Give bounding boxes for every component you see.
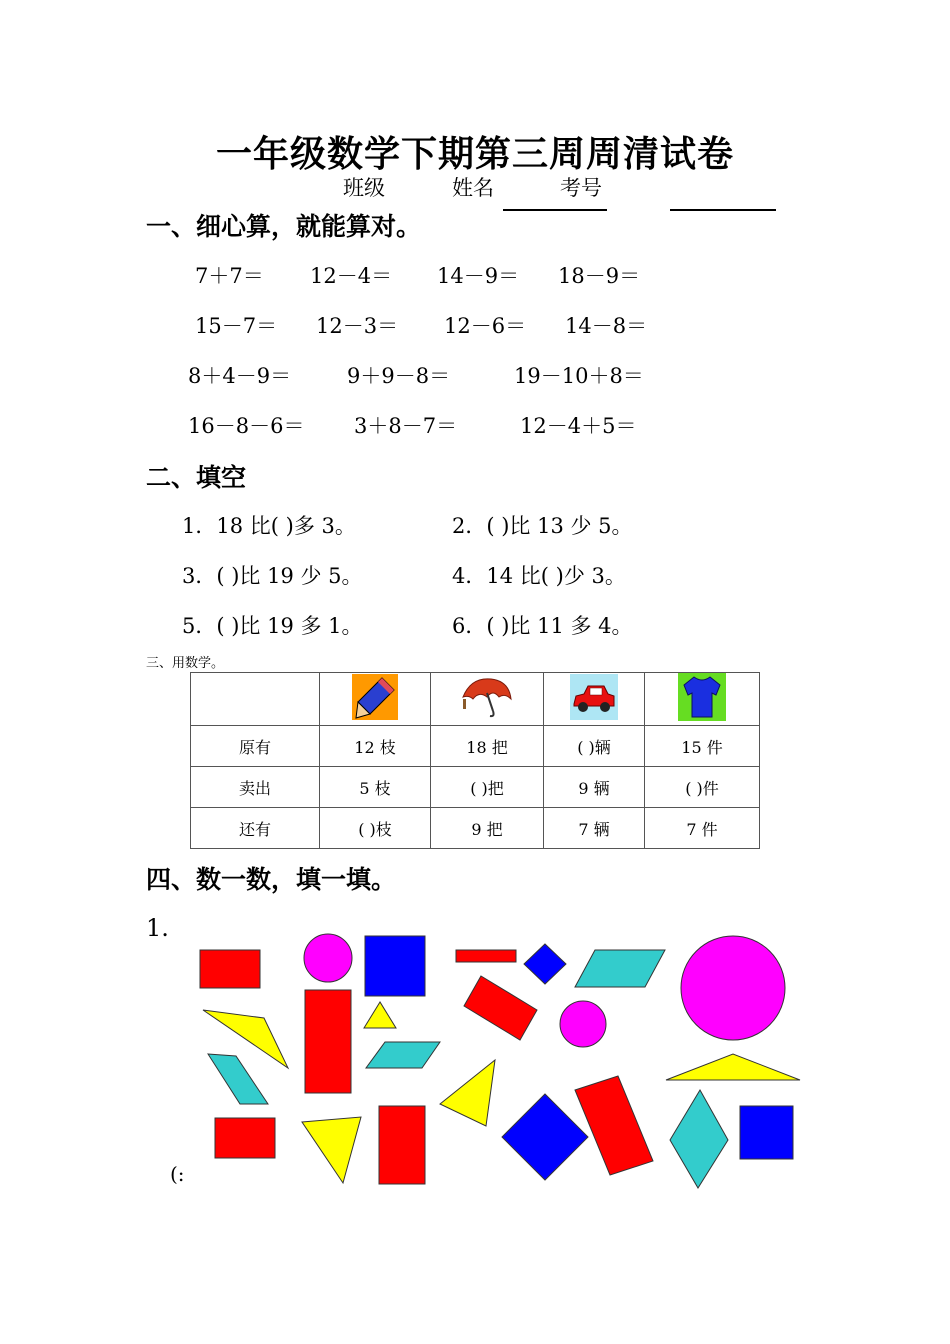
- table-cell: 9 辆: [544, 767, 645, 808]
- calc-item: 16－8－6＝: [188, 414, 305, 438]
- table-cell: 12 枝: [320, 726, 431, 767]
- fill-blank-item: 2．( )比 13 少 5。: [452, 514, 633, 538]
- blue-square: [502, 1094, 588, 1180]
- section3-heading: 三、用数学。: [146, 656, 225, 671]
- row-label: 还有: [191, 808, 320, 849]
- calc-item: 3＋8－7＝: [354, 414, 458, 438]
- teal-parallelogram: [208, 1054, 268, 1104]
- red-rectangle: [379, 1106, 425, 1184]
- fill-blank-item: 6．( )比 11 多 4。: [452, 614, 633, 638]
- partial-answer-text: (:: [170, 1162, 185, 1186]
- fill-blank-item: 1．18 比( )多 3。: [182, 514, 356, 538]
- red-rectangle: [200, 950, 260, 988]
- section4-heading: 四、数一数，填一填。: [146, 865, 397, 894]
- magenta-circle: [304, 934, 352, 982]
- calc-item: 12－4＝: [310, 264, 393, 288]
- calc-item: 12－6＝: [444, 314, 527, 338]
- fill-blank-item: 5．( )比 19 多 1。: [182, 614, 363, 638]
- table-cell[interactable]: ( )枝: [320, 808, 431, 849]
- teal-parallelogram: [366, 1042, 440, 1068]
- teal-parallelogram: [575, 950, 665, 987]
- calc-item: 19－10＋8＝: [514, 364, 644, 388]
- section1-heading: 一、细心算，就能算对。: [146, 212, 422, 241]
- calc-item: 12－3＝: [316, 314, 399, 338]
- red-rectangle: [575, 1076, 653, 1175]
- fill-blank-item: 4．14 比( )少 3。: [452, 564, 626, 588]
- table-cell[interactable]: ( )把: [431, 767, 544, 808]
- table-cell: 5 枝: [320, 767, 431, 808]
- exam-number-label: 考号: [560, 176, 602, 200]
- class-label: 班级: [343, 176, 385, 200]
- calc-item: 14－9＝: [437, 264, 520, 288]
- name-label: 姓名: [452, 176, 494, 200]
- fill-blank-item: 3．( )比 19 少 5。: [182, 564, 363, 588]
- red-rectangle: [464, 976, 537, 1040]
- section2-heading: 二、填空: [146, 463, 247, 492]
- yellow-triangle: [364, 1002, 396, 1028]
- red-rectangle: [215, 1118, 275, 1158]
- table-cell: 9 把: [431, 808, 544, 849]
- red-rectangle: [305, 990, 351, 1093]
- item-number: 1.: [146, 914, 169, 942]
- row-label: 原有: [191, 726, 320, 767]
- table-cell: 7 件: [645, 808, 760, 849]
- page-title: 一年级数学下期第三周周清试卷: [215, 133, 734, 175]
- blue-square: [524, 944, 566, 984]
- calc-item: 14－8＝: [565, 314, 648, 338]
- yellow-triangle: [666, 1054, 800, 1080]
- blue-square: [365, 936, 425, 996]
- yellow-triangle: [440, 1060, 495, 1126]
- table-cell[interactable]: ( )件: [645, 767, 760, 808]
- blue-square: [740, 1106, 793, 1159]
- calc-item: 8＋4－9＝: [188, 364, 292, 388]
- calc-item: 15－7＝: [195, 314, 278, 338]
- table-cell[interactable]: ( )辆: [544, 726, 645, 767]
- red-rectangle: [456, 950, 516, 962]
- calc-item: 9＋9－8＝: [347, 364, 451, 388]
- magenta-circle: [560, 1001, 606, 1047]
- magenta-circle: [681, 936, 785, 1040]
- calc-item: 7＋7＝: [195, 264, 264, 288]
- table-cell: 18 把: [431, 726, 544, 767]
- calc-item: 12－4＋5＝: [520, 414, 637, 438]
- row-label: 卖出: [191, 767, 320, 808]
- table-cell: 15 件: [645, 726, 760, 767]
- calc-item: 18－9＝: [558, 264, 641, 288]
- teal-parallelogram: [670, 1090, 728, 1188]
- table-cell: 7 辆: [544, 808, 645, 849]
- yellow-triangle: [302, 1117, 361, 1183]
